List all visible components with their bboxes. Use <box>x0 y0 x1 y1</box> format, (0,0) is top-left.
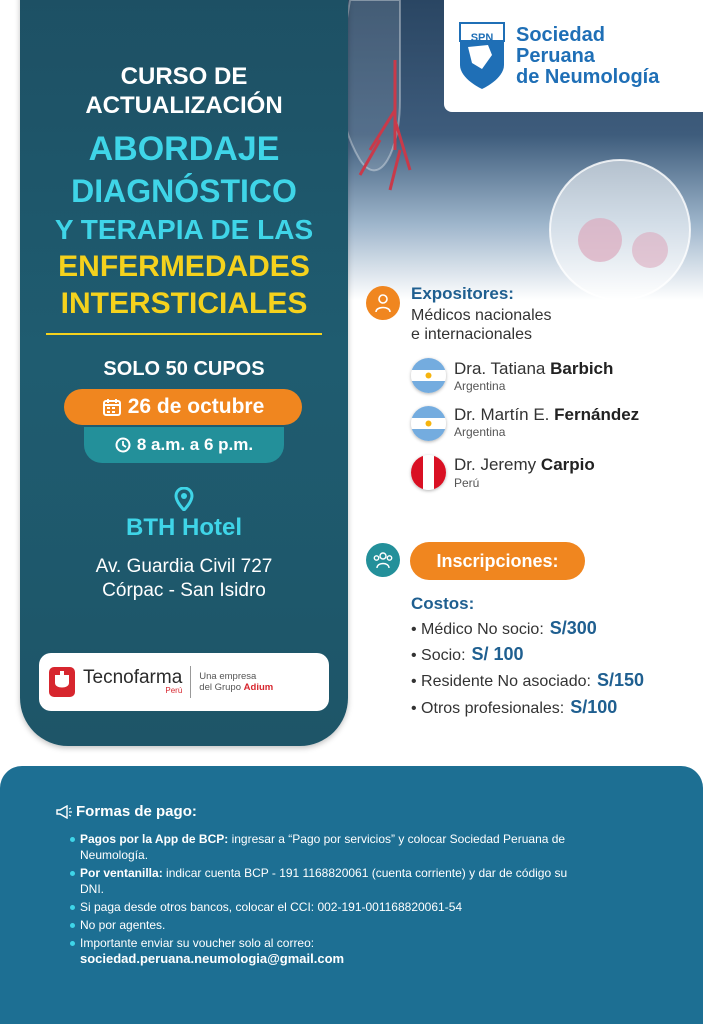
payment-item: No por agentes. <box>70 917 570 933</box>
speaker-name: Dr. Martín E. Fernández <box>454 405 640 424</box>
speaker-country: Argentina <box>454 425 506 439</box>
spn-name-line1: Sociedad <box>516 23 605 46</box>
sponsor-tagline <box>199 671 273 693</box>
course-label-line2: ACTUALIZACIÓN <box>85 92 283 119</box>
cost-row: • Socio: S/ 100 <box>411 644 524 664</box>
title-divider <box>46 333 322 335</box>
sponsor-tag-brand: Adium <box>243 682 274 693</box>
argentina-flag-icon <box>411 358 446 393</box>
speaker-country: Argentina <box>454 379 506 393</box>
spn-logo <box>444 0 703 112</box>
cost-row: • Médico No socio: S/300 <box>411 618 597 638</box>
event-time: 8 a.m. a 6 p.m. <box>136 435 254 454</box>
payment-title-text: Formas de pago: <box>76 803 197 820</box>
spn-name-line2: Peruana <box>516 44 595 67</box>
payment-list <box>70 831 570 969</box>
sponsor-tag-line1: Una empresa <box>199 671 257 682</box>
payment-item: Si paga desde otros bancos, colocar el CCI: 002-191-001168820061-54 <box>70 899 570 915</box>
course-title-line1: ABORDAJE <box>88 130 280 168</box>
clock-icon <box>115 437 131 453</box>
speakers-title: Expositores: <box>411 284 514 303</box>
course-title-line3: Y TERAPIA DE LAS <box>54 214 314 245</box>
speaker-name: Dr. Jeremy Carpio <box>454 455 595 474</box>
payment-item: Por ventanilla: indicar cuenta BCP - 191 1168820061 (cuenta corriente) y dar de código su DNI. <box>70 865 570 897</box>
course-label <box>20 62 348 120</box>
calendar-icon <box>102 397 122 417</box>
payment-item: Pagos por la App de BCP: ingresar a “Pago por servicios” y colocar Sociedad Peruana de Neumología. <box>70 831 570 863</box>
speakers-subtitle-line2: e internacionales <box>411 326 532 343</box>
payment-title <box>56 803 197 820</box>
course-title-line2: DIAGNÓSTICO <box>71 173 297 209</box>
tecnofarma-logo-icon <box>49 667 75 697</box>
argentina-flag-icon <box>411 406 446 441</box>
payment-email-link[interactable]: sociedad.peruana.neumologia@gmail.com <box>80 951 345 966</box>
megaphone-icon <box>56 805 72 819</box>
sponsor-separator <box>190 666 191 698</box>
doctor-icon <box>366 286 400 320</box>
sponsor-name: Tecnofarma <box>83 667 183 688</box>
cost-row: • Residente No asociado: S/150 <box>411 670 644 690</box>
registration-button[interactable]: Inscripciones: <box>410 542 585 580</box>
time-badge <box>84 427 284 463</box>
event-date: 26 de octubre <box>127 395 265 418</box>
payment-item: Importante enviar su voucher solo al correo: sociedad.peruana.neumologia@gmail.com <box>70 935 570 967</box>
sponsor-country: Perú <box>165 686 183 695</box>
course-title-line5: INTERSTICIALES <box>60 287 308 320</box>
group-icon <box>366 543 400 577</box>
venue-address-line2: Córpac - San Isidro <box>102 580 266 601</box>
date-badge <box>64 389 302 425</box>
sponsor-logo <box>39 653 329 711</box>
speaker-country: Perú <box>454 476 480 490</box>
speakers-subtitle <box>411 306 552 344</box>
speaker-name: Dra. Tatiana Barbich <box>454 359 614 378</box>
sponsor-tag-line2: del Grupo <box>199 682 242 693</box>
course-label-line1: CURSO DE <box>120 63 248 90</box>
location-pin-icon <box>174 487 194 511</box>
cost-row: • Otros profesionales: S/100 <box>411 697 618 717</box>
spn-abbr: SPN <box>470 32 494 44</box>
venue-address-line1: Av. Guardia Civil 727 <box>95 556 273 577</box>
course-title-line4: ENFERMEDADES <box>58 250 310 283</box>
costs-title: Costos: <box>411 594 475 613</box>
cupos-text: SOLO 50 CUPOS <box>103 358 265 380</box>
speakers-subtitle-line1: Médicos nacionales <box>411 307 552 324</box>
spn-name-line3: de Neumología <box>516 65 660 88</box>
peru-flag-icon <box>411 455 446 490</box>
venue-name: BTH Hotel <box>126 514 242 541</box>
